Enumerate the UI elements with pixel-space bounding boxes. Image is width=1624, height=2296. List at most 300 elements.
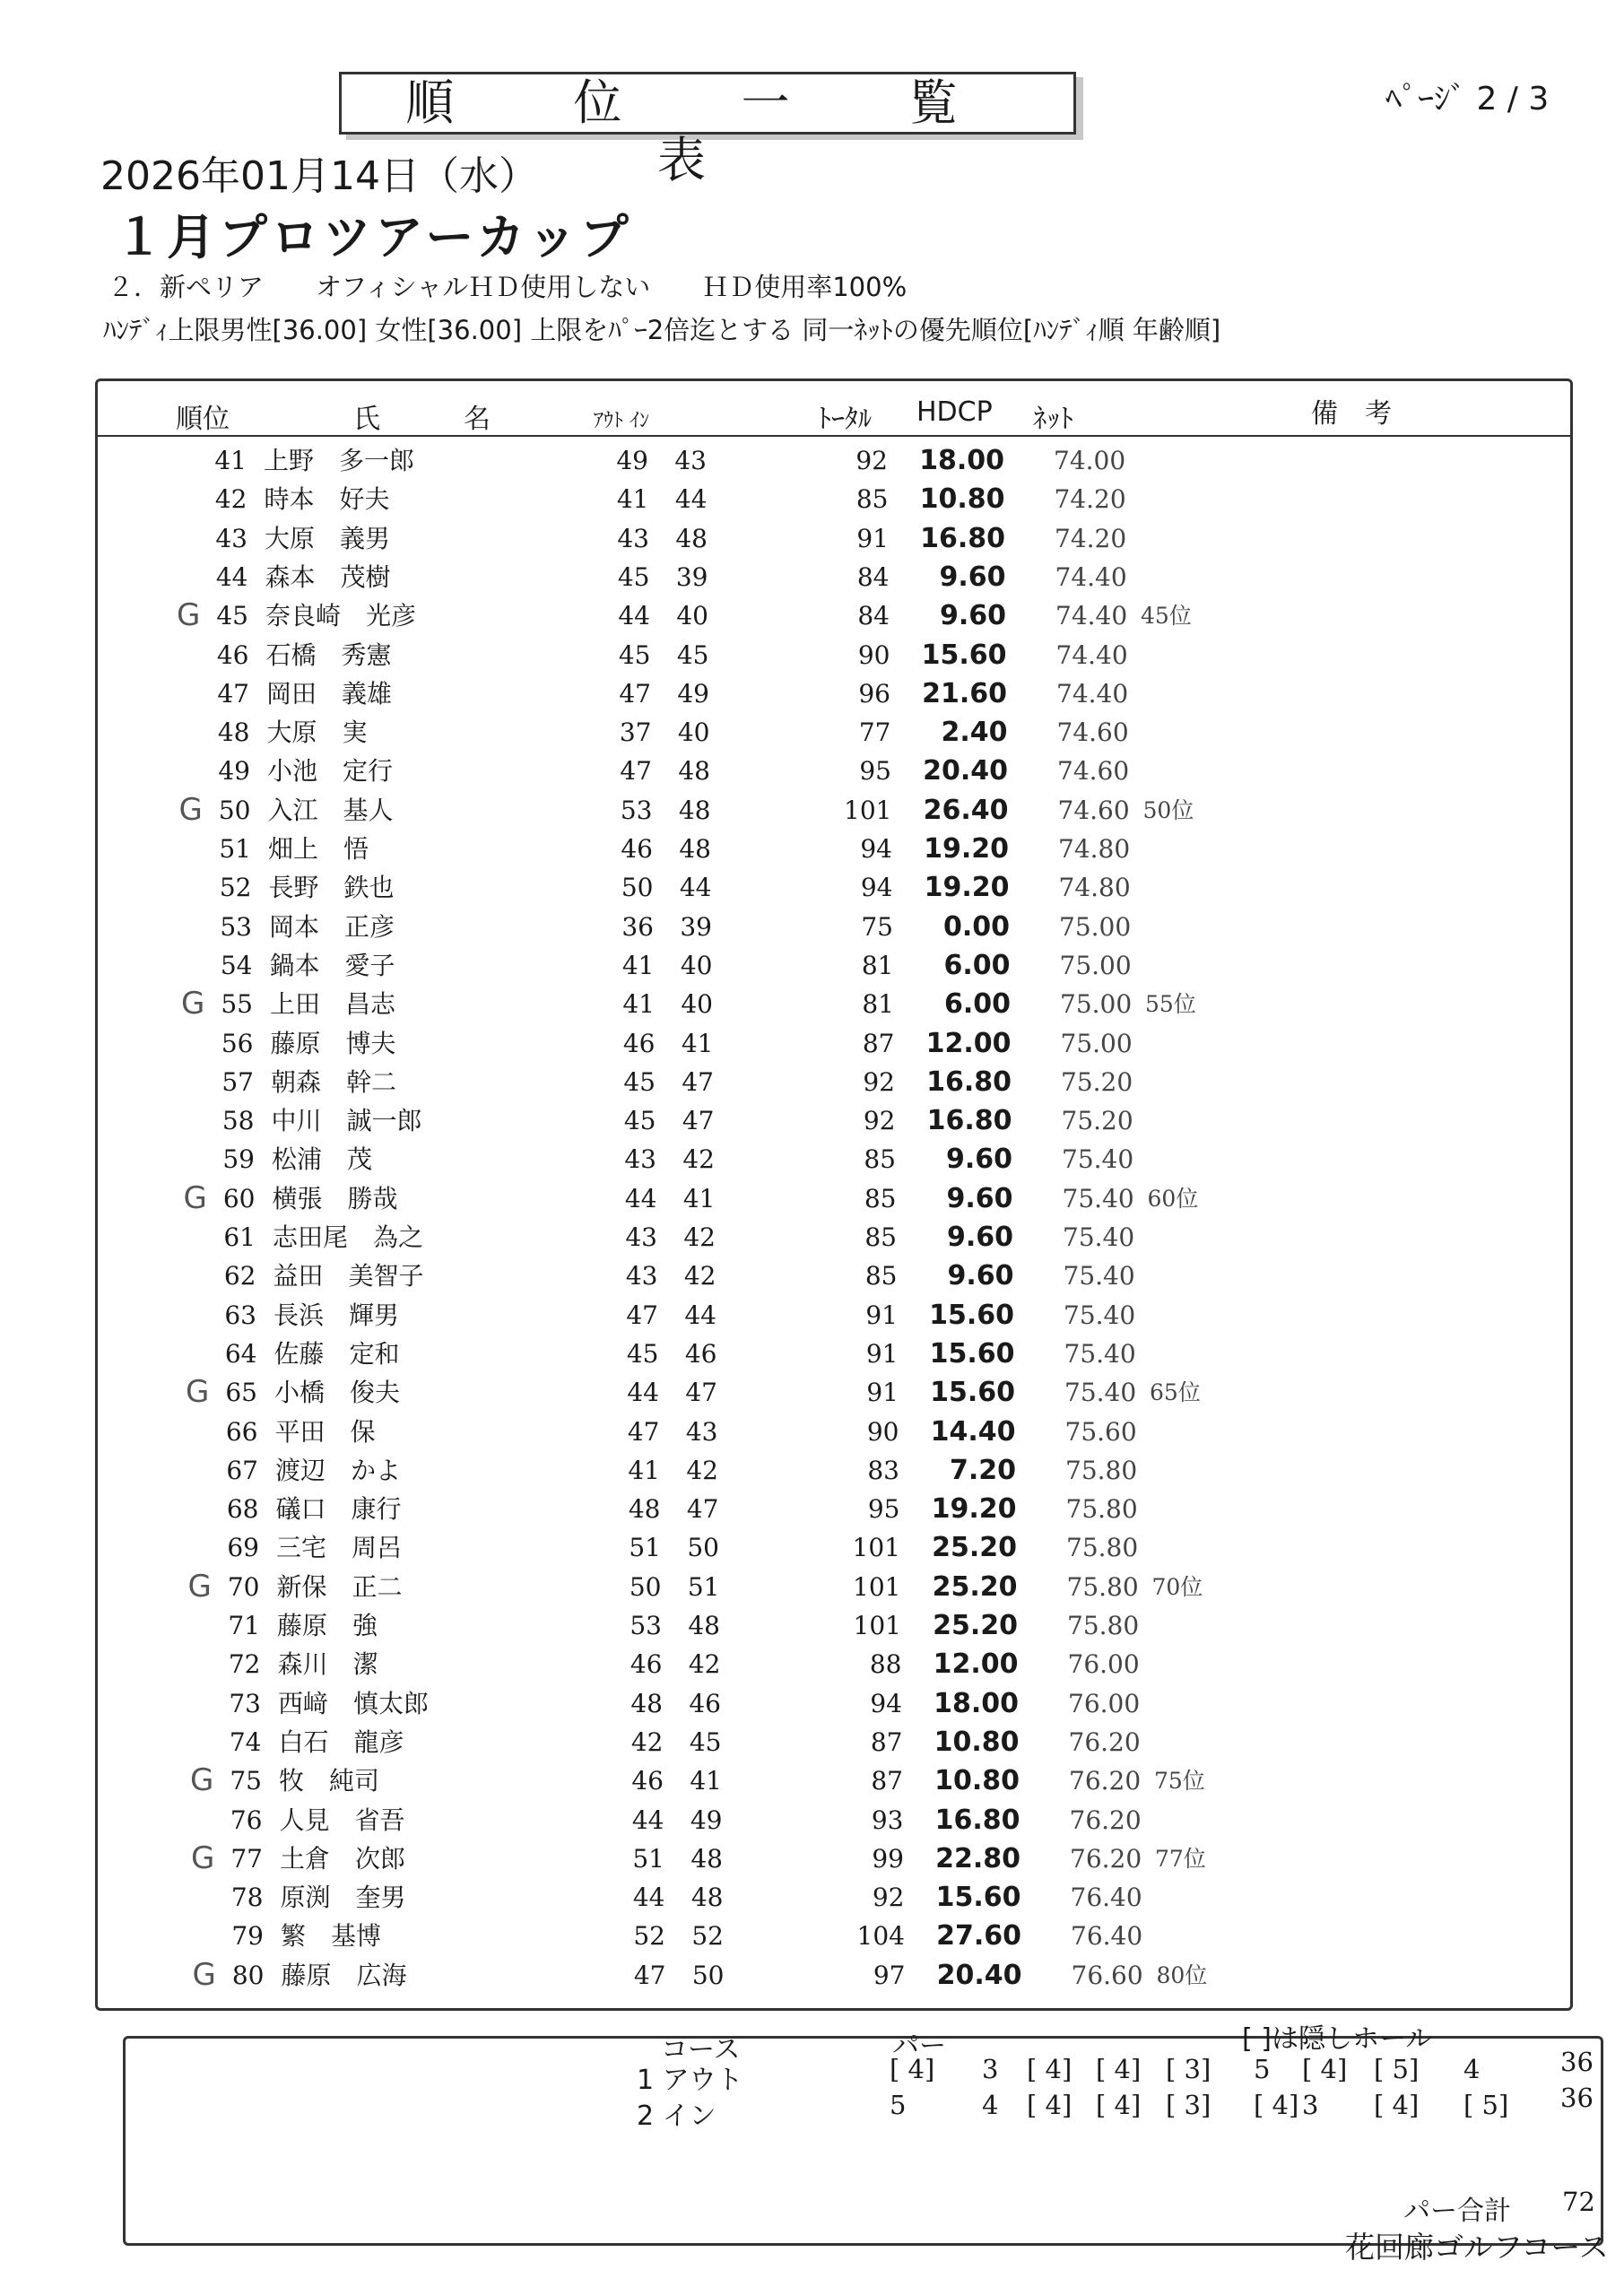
row-remark: 65位 (1150, 1379, 1201, 1406)
par-value: [ 4] (1096, 2090, 1142, 2120)
row-net: 75.80 (1066, 1571, 1139, 1602)
row-total: 101 (844, 795, 892, 825)
row-net: 75.80 (1066, 1533, 1139, 1563)
row-out: 45 (618, 639, 651, 670)
row-out: 47 (627, 1416, 660, 1447)
row-net: 75.80 (1065, 1455, 1138, 1485)
row-name: 平田 保 (274, 1416, 376, 1447)
row-rank: 55 (221, 989, 253, 1020)
row-net: 74.60 (1056, 718, 1129, 748)
row-net: 75.40 (1064, 1338, 1136, 1369)
row-rank: 71 (228, 1611, 260, 1640)
row-hdcp: 19.20 (924, 833, 1009, 865)
row-in: 44 (674, 484, 708, 515)
row-hdcp: 21.60 (922, 677, 1007, 709)
row-out: 46 (631, 1766, 664, 1796)
table-row (0, 558, 1624, 596)
par-value: [ 3] (1166, 2054, 1211, 2084)
row-out: 51 (629, 1533, 661, 1563)
row-name: 益田 美智子 (273, 1261, 424, 1292)
row-in: 47 (685, 1378, 717, 1408)
table-row (0, 1373, 1624, 1412)
table-row (0, 791, 1624, 830)
row-name: 入江 基人 (267, 795, 394, 825)
row-rank: 45 (216, 601, 248, 631)
col-header-out-in: ｱｳﾄ ｲﾝ (594, 410, 649, 432)
row-name: 原渕 奎男 (280, 1883, 406, 1913)
row-name: 佐藤 定和 (274, 1338, 400, 1369)
row-in: 49 (677, 678, 709, 709)
row-net: 75.40 (1063, 1222, 1135, 1252)
row-total: 84 (857, 601, 890, 631)
row-in: 44 (684, 1300, 716, 1330)
row-rank: 51 (219, 834, 251, 864)
row-out: 41 (628, 1455, 660, 1485)
page-title-box (339, 72, 1076, 188)
row-total: 94 (860, 834, 892, 864)
col-header-name-1: 氏 (353, 404, 380, 435)
row-net: 74.40 (1055, 561, 1127, 592)
row-hdcp: 15.60 (929, 1299, 1014, 1331)
row-out: 51 (632, 1843, 664, 1874)
row-in: 42 (683, 1261, 716, 1292)
row-net: 76.40 (1071, 1921, 1143, 1952)
row-net: 75.80 (1067, 1611, 1140, 1640)
table-row (0, 1257, 1624, 1295)
row-in: 42 (683, 1222, 716, 1252)
table-row (0, 1801, 1624, 1839)
table-row (0, 636, 1624, 674)
row-net: 75.40 (1062, 1183, 1134, 1213)
table-row (0, 1490, 1624, 1528)
row-hdcp: 18.00 (934, 1687, 1019, 1719)
row-out: 53 (630, 1611, 662, 1640)
row-out: 50 (621, 873, 654, 903)
row-g-mark: G (183, 1179, 207, 1216)
row-total: 92 (855, 446, 888, 475)
row-name: 小池 定行 (267, 756, 394, 787)
row-in: 42 (682, 1144, 715, 1175)
table-row (0, 1606, 1624, 1645)
row-total: 85 (864, 1183, 897, 1213)
row-remark: 60位 (1147, 1185, 1199, 1212)
row-rank: 63 (224, 1300, 256, 1330)
scoring-conditions: ２．新ペリア オフィシャルＨＤ使用しない ＨＤ使用率100% (108, 272, 908, 302)
row-rank: 41 (214, 446, 247, 475)
row-hdcp: 9.60 (945, 1144, 1012, 1176)
row-name: 人見 省吾 (279, 1805, 405, 1835)
row-rank: 66 (225, 1416, 258, 1447)
row-hdcp: 15.60 (930, 1377, 1015, 1409)
table-row (0, 1956, 1624, 1995)
row-in: 45 (676, 639, 709, 670)
row-out: 45 (617, 561, 650, 592)
row-remark: 55位 (1145, 991, 1196, 1018)
row-name: 岡田 義雄 (266, 678, 393, 709)
row-hdcp: 15.60 (921, 639, 1007, 671)
row-hdcp: 0.00 (942, 910, 1010, 943)
row-net: 74.60 (1057, 795, 1130, 825)
row-in: 47 (682, 1106, 715, 1136)
row-g-mark: G (177, 597, 201, 634)
row-net: 76.20 (1069, 1805, 1142, 1835)
row-total: 91 (865, 1338, 899, 1369)
row-rank: 43 (215, 523, 248, 553)
par-value: [ 5] (1374, 2054, 1420, 2084)
row-net: 76.00 (1068, 1688, 1141, 1718)
row-total: 94 (860, 873, 893, 903)
col-header-remarks: 備 考 (1311, 398, 1392, 430)
row-rank: 75 (230, 1766, 262, 1796)
row-out: 47 (620, 756, 652, 787)
table-row (0, 596, 1624, 635)
row-hdcp: 10.80 (934, 1726, 1020, 1758)
par-value: 3 (1302, 2090, 1319, 2120)
row-name: 小橋 俊夫 (274, 1378, 401, 1408)
table-row (0, 1101, 1624, 1140)
row-hdcp: 7.20 (949, 1454, 1016, 1486)
row-net: 75.40 (1064, 1300, 1136, 1330)
row-out: 36 (621, 911, 654, 942)
table-row (0, 713, 1624, 752)
row-total: 85 (855, 484, 889, 515)
table-row (0, 1140, 1624, 1178)
row-net: 75.00 (1059, 950, 1132, 980)
row-total: 75 (861, 911, 893, 942)
row-name: 渡辺 かよ (275, 1455, 402, 1485)
row-out: 44 (618, 601, 650, 631)
row-hdcp: 15.60 (935, 1882, 1021, 1914)
row-total: 92 (872, 1883, 905, 1913)
row-name: 鍋本 愛子 (269, 950, 395, 980)
row-hdcp: 16.80 (920, 522, 1005, 554)
row-hdcp: 6.00 (943, 988, 1011, 1021)
row-total: 87 (870, 1726, 903, 1757)
course-label: コース (661, 2034, 741, 2066)
row-rank: 65 (225, 1378, 257, 1408)
row-out: 45 (623, 1066, 656, 1097)
row-g-mark: G (186, 1374, 210, 1411)
row-net: 74.80 (1058, 834, 1131, 864)
row-total: 93 (871, 1805, 904, 1835)
row-name: 藤原 広海 (281, 1960, 407, 1990)
row-hdcp: 2.40 (941, 717, 1008, 749)
row-total: 99 (872, 1843, 904, 1874)
row-in: 48 (690, 1843, 723, 1874)
row-net: 74.20 (1054, 484, 1126, 515)
row-total: 88 (869, 1649, 902, 1680)
row-in: 48 (679, 834, 711, 864)
row-in: 48 (690, 1883, 724, 1913)
row-rank: 54 (220, 950, 253, 980)
row-rank: 48 (217, 718, 250, 748)
row-in: 46 (684, 1338, 717, 1369)
row-g-mark: G (178, 791, 203, 828)
event-name: １月プロツアーカップ (115, 209, 632, 265)
row-name: 藤原 強 (277, 1611, 378, 1640)
row-hdcp: 15.60 (929, 1337, 1015, 1370)
row-name: 奈良崎 光彦 (265, 601, 417, 631)
row-out: 44 (632, 1883, 665, 1913)
row-hdcp: 6.00 (943, 949, 1011, 981)
table-row (0, 441, 1624, 480)
row-total: 85 (864, 1222, 897, 1252)
row-remark: 45位 (1141, 603, 1192, 630)
col-header-hdcp: HDCP (916, 396, 993, 428)
row-net: 76.20 (1070, 1843, 1142, 1874)
row-total: 87 (871, 1766, 903, 1796)
row-total: 91 (866, 1378, 899, 1408)
row-in: 50 (687, 1533, 719, 1563)
row-name: 時本 好夫 (264, 484, 390, 515)
row-rank: 50 (218, 795, 251, 825)
row-out: 43 (625, 1261, 658, 1292)
row-rank: 73 (229, 1688, 261, 1718)
row-name: 松浦 茂 (272, 1144, 373, 1175)
row-total: 81 (861, 950, 894, 980)
row-name: 白石 龍彦 (278, 1726, 404, 1757)
row-in: 51 (687, 1571, 720, 1602)
row-in: 48 (678, 795, 711, 825)
row-in: 47 (686, 1494, 719, 1525)
par-value: [ 3] (1166, 2090, 1211, 2120)
row-out: 45 (626, 1338, 659, 1369)
row-net: 75.20 (1061, 1106, 1133, 1136)
row-name: 上野 多一郎 (264, 446, 415, 475)
table-row (0, 985, 1624, 1023)
row-g-mark: G (190, 1762, 214, 1799)
row-name: 牧 純司 (279, 1766, 380, 1796)
row-net: 74.20 (1055, 523, 1127, 553)
table-row (0, 752, 1624, 790)
table-row (0, 946, 1624, 985)
row-hdcp: 19.20 (924, 872, 1010, 904)
table-row (0, 1063, 1624, 1101)
row-in: 48 (678, 756, 710, 787)
row-hdcp: 16.80 (926, 1065, 1012, 1098)
table-row (0, 1878, 1624, 1917)
row-out: 44 (631, 1805, 664, 1835)
row-g-mark: G (187, 1568, 212, 1605)
row-name: 長浜 輝男 (274, 1300, 400, 1330)
row-hdcp: 25.20 (933, 1610, 1018, 1641)
row-out: 46 (622, 1028, 656, 1058)
table-row (0, 1839, 1624, 1878)
row-out: 53 (620, 795, 653, 825)
row-g-mark: G (192, 1956, 216, 1993)
row-out: 45 (623, 1106, 656, 1136)
row-out: 47 (626, 1300, 658, 1330)
par-value: [ 4] (1027, 2054, 1073, 2084)
row-name: 土倉 次郎 (280, 1843, 406, 1874)
row-out: 42 (630, 1726, 664, 1757)
row-net: 75.40 (1064, 1378, 1137, 1408)
row-rank: 70 (227, 1571, 260, 1602)
row-out: 52 (633, 1921, 665, 1952)
row-rank: 42 (214, 484, 248, 515)
row-out: 41 (621, 950, 655, 980)
row-total: 85 (864, 1144, 896, 1175)
row-in: 48 (688, 1611, 720, 1640)
row-hdcp: 10.80 (934, 1765, 1020, 1797)
row-net: 74.40 (1055, 601, 1128, 631)
row-in: 46 (689, 1688, 721, 1718)
row-name: 中川 誠一郎 (271, 1106, 422, 1136)
handicap-rule: ﾊﾝﾃﾞｨ上限男性[36.00] 女性[36.00] 上限をﾊﾟｰ2倍迄とする 同一ﾈｯﾄの優先順位[ﾊﾝﾃﾞｨ順 年齢順] (103, 315, 1221, 345)
row-rank: 53 (220, 911, 252, 942)
row-rank: 60 (222, 1183, 256, 1213)
row-in: 45 (689, 1726, 722, 1757)
table-row (0, 1528, 1624, 1567)
row-out: 50 (629, 1571, 662, 1602)
col-header-name-2: 名 (464, 404, 491, 435)
row-in: 48 (675, 523, 708, 553)
row-name: 森川 潔 (277, 1649, 378, 1680)
table-row (0, 1335, 1624, 1373)
row-hdcp: 12.00 (933, 1648, 1019, 1681)
row-total: 101 (852, 1533, 900, 1563)
table-row (0, 1024, 1624, 1063)
out-par-total: 36 (1560, 2047, 1594, 2077)
row-total: 101 (853, 1571, 901, 1602)
row-rank: 44 (215, 561, 248, 592)
row-out: 48 (628, 1494, 661, 1525)
row-out: 43 (625, 1222, 657, 1252)
row-in: 41 (690, 1766, 722, 1796)
row-net: 76.20 (1068, 1726, 1141, 1757)
row-in: 42 (688, 1649, 721, 1680)
row-rank: 77 (230, 1843, 263, 1874)
table-row (0, 868, 1624, 907)
row-net: 76.60 (1071, 1960, 1143, 1990)
row-name: 横張 勝哉 (272, 1183, 398, 1213)
table-row (0, 1218, 1624, 1257)
par-value: [ 4] (1374, 2090, 1420, 2120)
row-net: 75.00 (1060, 989, 1133, 1020)
table-row (0, 830, 1624, 868)
row-name: 西﨑 慎太郎 (278, 1688, 430, 1718)
row-in: 39 (675, 561, 708, 592)
row-in: 43 (685, 1416, 718, 1447)
table-row (0, 1179, 1624, 1218)
course-out-name: 1 アウト (637, 2065, 743, 2096)
row-hdcp: 9.60 (947, 1260, 1014, 1292)
row-hdcp: 20.40 (923, 755, 1008, 787)
in-par-total: 36 (1560, 2083, 1594, 2113)
row-in: 44 (679, 873, 712, 903)
row-name: 大原 義男 (265, 523, 391, 553)
row-rank: 58 (221, 1106, 255, 1136)
par-value: [ 4] (1096, 2054, 1142, 2084)
row-name: 新保 正二 (276, 1571, 403, 1602)
row-net: 75.80 (1065, 1494, 1138, 1525)
par-value: [ 4] (1027, 2090, 1073, 2120)
row-name: 岡本 正彦 (269, 911, 395, 942)
row-name: 上田 昌志 (270, 989, 396, 1020)
row-hdcp: 16.80 (926, 1105, 1012, 1137)
row-total: 90 (866, 1416, 899, 1447)
row-in: 41 (681, 1028, 714, 1058)
row-total: 87 (862, 1028, 895, 1058)
row-rank: 78 (230, 1883, 264, 1913)
row-net: 75.40 (1063, 1261, 1135, 1292)
row-hdcp: 25.20 (932, 1532, 1017, 1564)
row-out: 43 (617, 523, 649, 553)
row-total: 97 (873, 1960, 906, 1990)
course-in-name: 2 イン (637, 2100, 716, 2132)
row-total: 85 (864, 1261, 898, 1292)
par-value: 5 (890, 2090, 907, 2120)
row-out: 41 (622, 989, 655, 1020)
row-name: 志田尾 為之 (273, 1222, 424, 1252)
row-net: 75.60 (1064, 1416, 1137, 1447)
col-header-net: ﾈｯﾄ (1033, 404, 1073, 435)
row-out: 41 (616, 484, 649, 515)
row-in: 39 (680, 911, 712, 942)
table-row (0, 1451, 1624, 1490)
row-hdcp: 26.40 (923, 794, 1009, 826)
row-net: 75.40 (1062, 1144, 1134, 1175)
row-remark: 70位 (1151, 1573, 1203, 1600)
row-out: 43 (624, 1144, 656, 1175)
row-net: 76.40 (1070, 1883, 1142, 1913)
row-hdcp: 16.80 (934, 1804, 1020, 1836)
row-net: 75.20 (1061, 1066, 1133, 1097)
table-row (0, 1296, 1624, 1335)
row-name: 朝森 幹二 (271, 1066, 397, 1097)
row-net: 74.40 (1055, 639, 1128, 670)
row-out: 44 (624, 1183, 657, 1213)
hidden-hole-note: [ ]は隠しホール (1242, 2023, 1433, 2055)
row-net: 75.00 (1059, 911, 1132, 942)
row-net: 74.60 (1057, 756, 1130, 787)
row-hdcp: 14.40 (930, 1415, 1016, 1448)
row-hdcp: 19.20 (931, 1493, 1017, 1526)
row-rank: 67 (226, 1455, 258, 1485)
row-rank: 49 (218, 756, 250, 787)
par-value: [ 4] (1254, 2090, 1299, 2120)
row-net: 76.20 (1069, 1766, 1142, 1796)
row-total: 101 (853, 1611, 901, 1640)
row-remark: 77位 (1155, 1845, 1206, 1872)
row-in: 42 (686, 1455, 718, 1485)
row-name: 礒口 康行 (275, 1494, 402, 1525)
par-total-value: 72 (1562, 2187, 1595, 2217)
row-net: 74.40 (1056, 678, 1129, 709)
table-row (0, 1645, 1624, 1683)
row-out: 48 (630, 1688, 663, 1718)
row-total: 84 (856, 561, 890, 592)
row-rank: 72 (228, 1649, 261, 1680)
row-hdcp: 9.60 (939, 561, 1006, 593)
par-label: パー (892, 2031, 946, 2062)
table-row (0, 1917, 1624, 1955)
row-rank: 56 (221, 1028, 254, 1058)
row-total: 81 (862, 989, 894, 1020)
row-hdcp: 27.60 (936, 1920, 1021, 1952)
row-name: 畑上 悟 (268, 834, 369, 864)
row-out: 46 (630, 1649, 663, 1680)
row-rank: 68 (226, 1494, 259, 1525)
row-hdcp: 22.80 (935, 1842, 1020, 1874)
row-rank: 62 (223, 1261, 256, 1292)
row-in: 47 (682, 1066, 714, 1097)
row-rank: 61 (223, 1222, 256, 1252)
row-hdcp: 9.60 (946, 1182, 1013, 1214)
row-hdcp: 18.00 (919, 445, 1004, 476)
par-total-label: パー合計 (1403, 2196, 1511, 2227)
row-in: 43 (674, 446, 707, 475)
